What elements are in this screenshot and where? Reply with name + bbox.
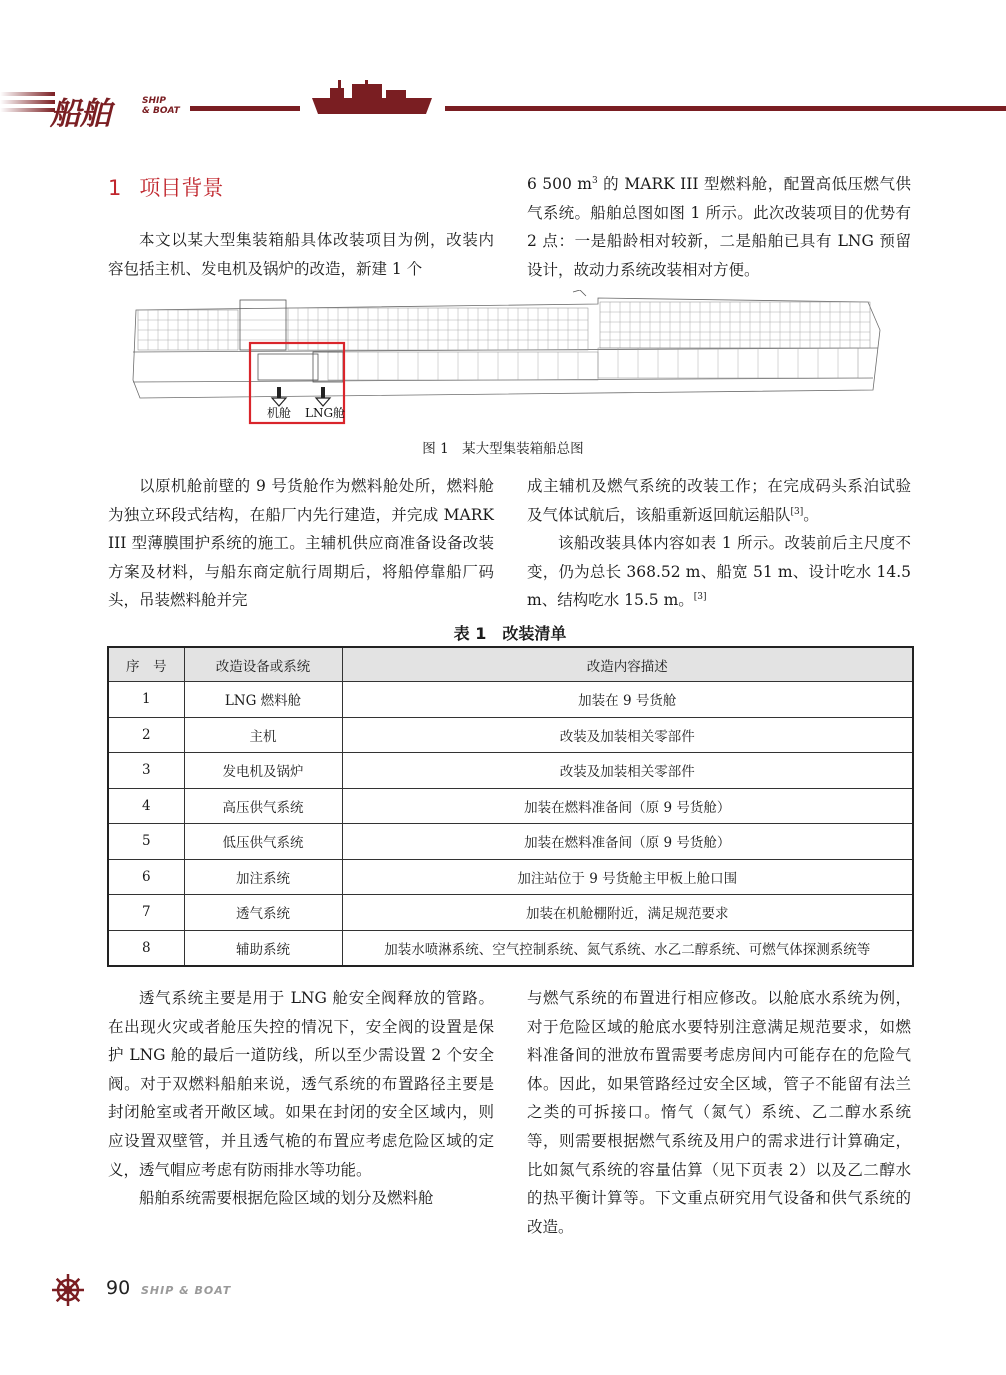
table-row: 7 透气系统 加装在机舱棚附近，满足规范要求 (108, 895, 913, 931)
section-title (108, 172, 223, 202)
ship-wheel-icon (50, 1272, 86, 1308)
paragraph-intro: 本文以某大型集装箱船具体改装项目为例，改装内容包括主机、发电机及锅炉的改造，新建 1 个 (108, 231, 494, 278)
label-engine-room: 机舱 (267, 406, 292, 420)
paragraph-dimensions: 该船改装具体内容如表 1 所示。改装前后主尺度不变，仍为总长 368.52 m、船宽 51 m、设计吃水 14.5 m、结构吃水 15.5 m。[3] (527, 534, 911, 610)
conversion-list-table (107, 646, 914, 967)
right-column-middle (527, 472, 911, 615)
journal-name-footer: SHIP & BOAT (141, 1284, 232, 1297)
table-row: 8 辅助系统 加装水喷淋系统、空气控制系统、氮气系统、水乙二醇系统、可燃气体探测系统等 (108, 930, 913, 966)
section-heading: 项目背景 (139, 176, 224, 200)
table-header-row (108, 647, 913, 682)
table-row: 2 主机 改装及加装相关零部件 (108, 717, 913, 753)
left-column-bottom (108, 984, 494, 1213)
table-row: 3 发电机及锅炉 改装及加装相关零部件 (108, 753, 913, 789)
header-index: 序 号 (108, 647, 184, 682)
paragraph-intro-continued: 6 500 $m^3$ 的 MARK III 型燃料舱，配置高低压燃气供气系统。船舶总图如图 1 所示。此次改装项目的优势有 2 点：一是船龄相对较新，二是船舶已具有 LNG 预留设计，故动力系统改装相对方便。 (527, 175, 911, 279)
right-column-bottom (527, 984, 911, 1241)
ship-general-arrangement-figure (128, 290, 888, 430)
journal-logo-en: SHIP & BOAT (142, 96, 180, 116)
paragraph-fuel-tank: 以原机舱前壁的 9 号货舱作为燃料舱处所，燃料舱为独立环段式结构，在船厂内先行建造，并完成 MARK III 型薄膜围护系统的施工。主辅机供应商准备设备改装方案及材料，与船东商定航行周期后，将船停靠船厂码头，吊装燃料舱并完 (108, 477, 494, 610)
right-column-top (527, 170, 911, 284)
section-number: 1 (108, 176, 122, 200)
figure-caption: 图 1 某大型集装箱船总图 (422, 441, 584, 457)
left-column-top (108, 226, 494, 283)
table-row: 1 LNG 燃料舱 加装在 9 号货舱 (108, 682, 913, 718)
paragraph-ship-system-continued: 与燃气系统的布置进行相应修改。以舱底水系统为例，对于危险区域的舱底水要特别注意满足规范要求，如燃料准备间的泄放布置需要考虑房间内可能存在的危险气体。因此，如果管路经过安全区域，管子不能留有法兰之类的可拆接口。惰气（氮气）系统、乙二醇水系统等，则需要根据燃气系统及用户的需求进行计算确定，比如氮气系统的容量估算（见下页表 2）以及乙二醇水的热平衡计算等。下文重点研究用气设备和供气系统的改造。 (527, 989, 911, 1236)
paragraph-ship-system: 船舶系统需要根据危险区域的划分及燃料舱 (139, 1189, 434, 1208)
journal-logo-cn: 船舶 (50, 96, 110, 132)
left-column-middle (108, 472, 494, 615)
table-title: 表 1 改装清单 (453, 624, 567, 643)
paragraph-vent-system: 透气系统主要是用于 LNG 舱安全阀释放的管路。在出现火灾或者舱压失控的情况下，安全阀的设置是保护 LNG 舱的最后一道防线，所以至少需设置 2 个安全阀。对于双燃料船舶来说，透气系统的布置路径主要是封闭舱室或者开敞区域。如果在封闭的安全区域内，则应设置双壁管，并且透气桅的布置应考虑危险区域的定义，透气帽应考虑有防雨排水等功能。 (108, 989, 494, 1179)
header-description: 改造内容描述 (342, 647, 913, 682)
label-lng-tank: LNG舱 (305, 406, 346, 420)
header-equipment: 改造设备或系统 (184, 647, 342, 682)
table-row: 5 低压供气系统 加装在燃料准备间（原 9 号货舱） (108, 824, 913, 860)
paragraph-fuel-tank-continued: 成主辅机及燃气系统的改装工作；在完成码头系泊试验及气体试航后，该船重新返回航运船队[3]。 (527, 477, 911, 524)
page-number: 90 (106, 1277, 131, 1299)
table-row: 4 高压供气系统 加装在燃料准备间（原 9 号货舱） (108, 788, 913, 824)
table-row: 6 加注系统 加注站位于 9 号货舱主甲板上舱口围 (108, 859, 913, 895)
